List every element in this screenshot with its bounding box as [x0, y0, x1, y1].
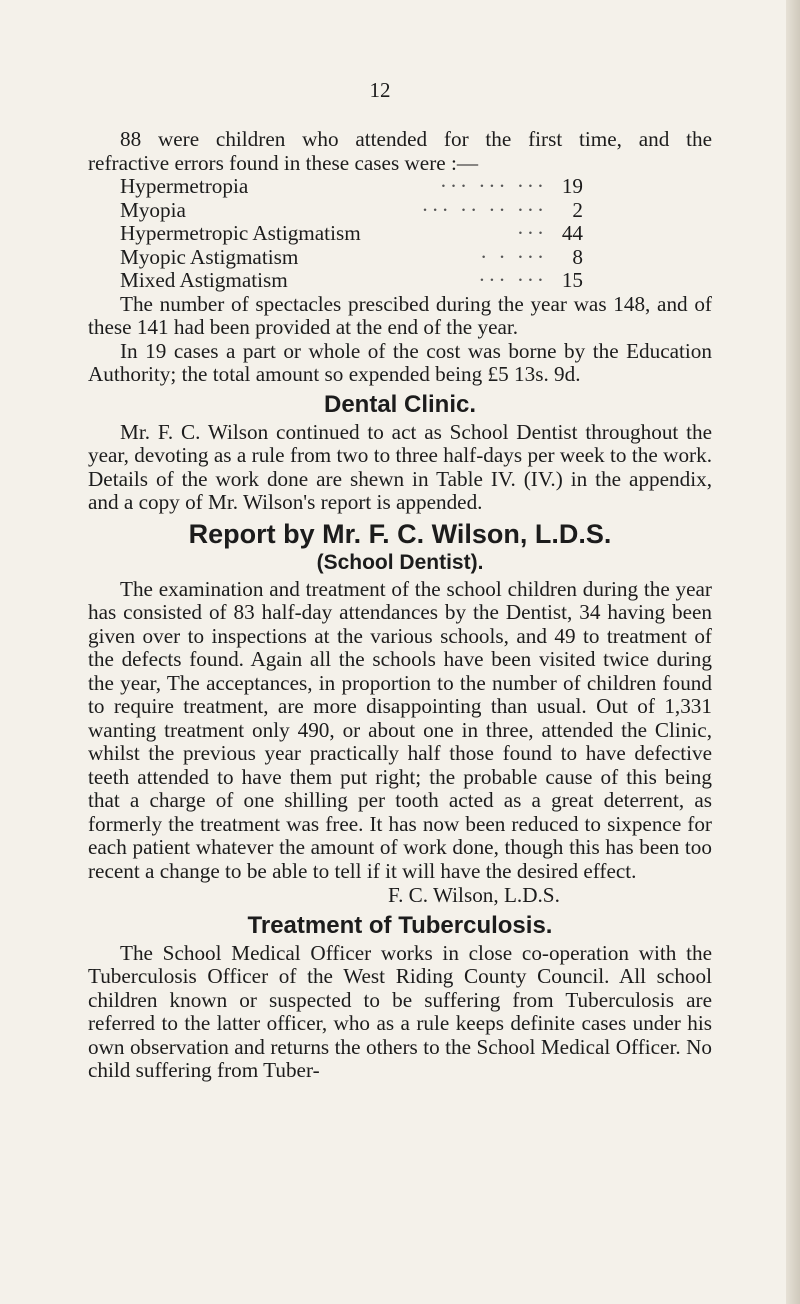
list-item-value: 44: [561, 221, 583, 245]
report-paragraph: The examination and treatment of the school children during the year has consisted of 83 half-day attendances by the Dentist, 34 having been given over to inspections at the various schools, and 49 to treatment of the defects found. Again all the schools have been visited twice during the year, The acceptances, in proportion to the number of children found to require treatment, are more disappointing than usual. Out of 1,331 wanting treatment only 490, or about one in three, attended the Clinic, whilst the previous year practically half those found to have defective teeth attended to have them put right; the probable cause of this being that a charge of one shilling per tooth acted as a great deterrent, as formerly the treatment was free. It has now been reduced to sixpence for each patient whatever the amount of work done, though this has been too recent a change to be able to tell if it will have the desired effect.: [88, 576, 712, 883]
list-item-value: 19: [561, 174, 583, 198]
list-item: [120, 269, 583, 293]
list-item-leader: ··· ··· ···: [439, 175, 547, 198]
list-item-label: Hypermetropia: [120, 174, 249, 198]
list-item-label: Myopic Astigmatism: [120, 244, 299, 269]
intro-line-1: 88 were children who attended for the first time, and the: [120, 127, 712, 151]
intro-line-2: refractive errors found in these cases were :—: [88, 150, 479, 175]
list-item-leader: ··· ···: [478, 269, 547, 292]
report-subheading: (School Dentist).: [316, 550, 484, 574]
list-item-label: Hypermetropic Astigmatism: [120, 221, 361, 245]
list-item-value: 8: [572, 244, 583, 269]
list-item: [120, 199, 583, 223]
dental-paragraph: Mr. F. C. Wilson continued to act as School Dentist throughout the year, devoting as a rule from two to three half-days per week to the work. Details of the work done are shewn in Table IV. (IV.) in the appendix, and a copy of Mr. Wilson's report is appended.: [88, 419, 712, 514]
spectacles-paragraph: The number of spectacles prescibed during the year was 148, and of these 141 had been provided at the end of the year.: [88, 291, 712, 339]
tuberculosis-heading: Treatment of Tuberculosis.: [247, 911, 553, 939]
list-item: [120, 222, 583, 246]
list-item-label: Myopia: [120, 197, 186, 222]
page-body: [88, 128, 712, 1083]
signature: F. C. Wilson, L.D.S.: [388, 883, 560, 907]
list-item-value: 2: [572, 197, 583, 222]
list-item: [120, 246, 583, 270]
dental-clinic-heading: Dental Clinic.: [323, 390, 477, 418]
list-item-leader: ···: [516, 222, 547, 245]
page-number: 12: [369, 78, 391, 102]
list-item-leader: · · ···: [480, 245, 547, 269]
page-edge: [786, 0, 800, 1304]
refractive-errors-list: [120, 175, 583, 293]
tuberculosis-paragraph: The School Medical Officer works in close co-operation with the Tuberculosis Officer of the West Riding County Council. All school children known or suspected to be suffering from Tuberculosis are referred to the latter officer, who as a rule keeps definite cases under his own observation and returns the others to the School Medical Officer. No child suffering from Tuber-: [88, 940, 712, 1082]
list-item-label: Mixed Astigmatism: [120, 268, 288, 292]
list-item-value: 15: [561, 268, 583, 292]
report-heading: Report by Mr. F. C. Wilson, L.D.S.: [188, 518, 612, 549]
list-item-leader: ··· ·· ·· ···: [421, 198, 547, 222]
list-item: [120, 175, 583, 199]
cost-paragraph: In 19 cases a part or whole of the cost was borne by the Education Authority; the total amount so expended being £5 13s. 9d.: [88, 338, 712, 386]
